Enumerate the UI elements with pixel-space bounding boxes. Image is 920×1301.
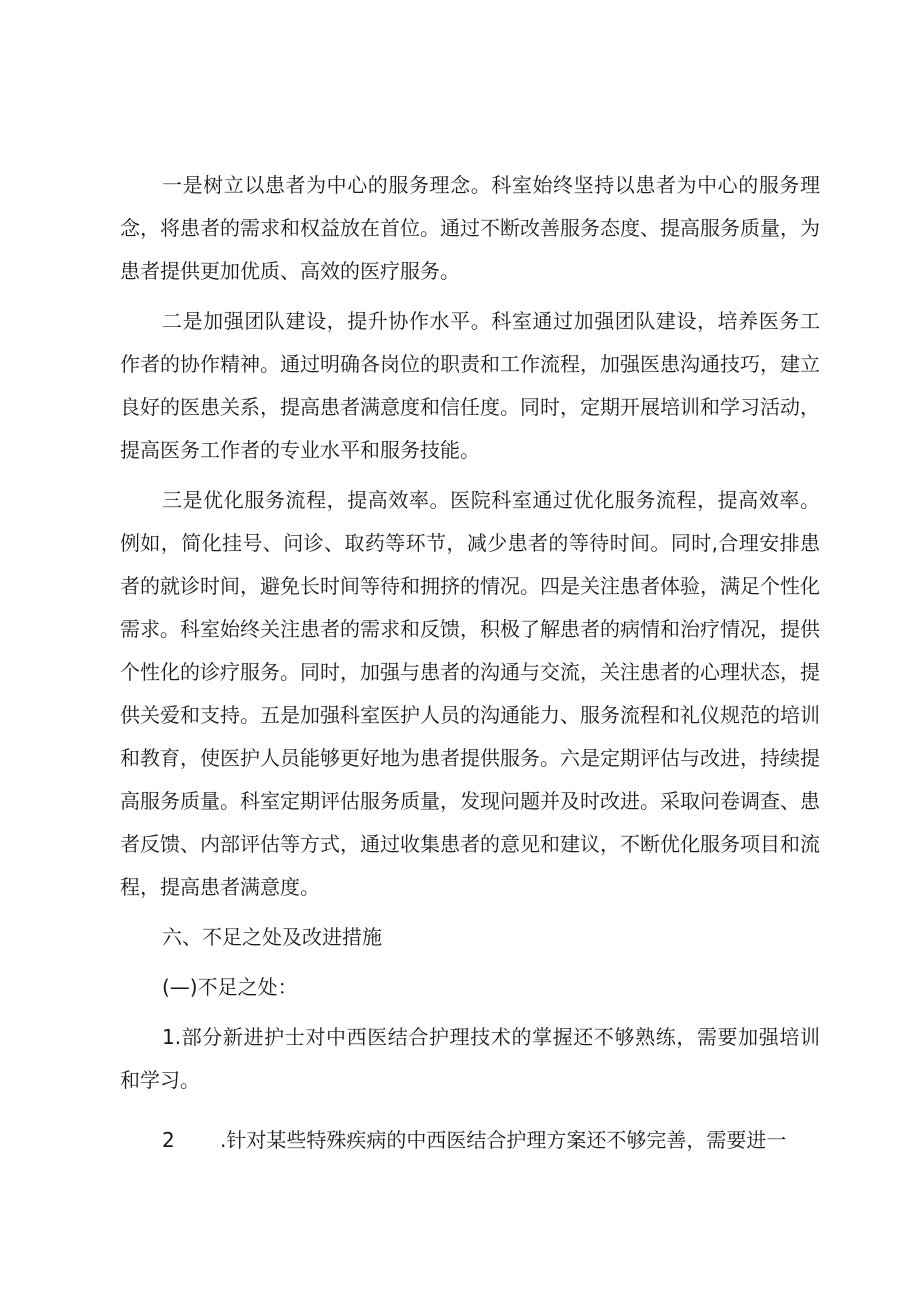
document-page xyxy=(120,164,820,1169)
list-item xyxy=(120,1016,820,1102)
paragraph-team-building: 二是加强团队建设，提升协作水平。科室通过加强团队建设，培养医务工作者的协作精神。通过明确各岗位的职责和工作流程，加强医患沟通技巧，建立良好的医患关系，提高患者满意度和信任度。同时，定期开展培训和学习活动，提高医务工作者的专业水平和服务技能。 xyxy=(120,309,820,462)
paragraph-service-process: 三是优化服务流程，提高效率。医院科室通过优化服务流程，提高效率。例如，简化挂号、问诊、取药等环节，减少患者的等待时间。同时,合理安排患者的就诊时间，避免长时间等待和拥挤的情况。四是关注患者体验，满足个性化需求。科室始终关注患者的需求和反馈，积极了解患者的病情和治疗情况，提供个性化的诊疗服务。同时，加强与患者的沟通与交流，关注患者的心理状态，提供关爱和支持。五是加强科室医护人员的沟通能力、服务流程和礼仪规范的培训和教育，使医护人员能够更好地为患者提供服务。六是定期评估与改进，持续提高服务质量。科室定期评估服务质量，发现问题并及时改进。采取问卷调查、患者反馈、内部评估等方式，通过收集患者的意见和建议，不断优化服务项目和流程，提高患者满意度。 xyxy=(120,488,820,899)
item-number: 2 xyxy=(162,1128,175,1152)
paragraph-patient-centered: 一是树立以患者为中心的服务理念。科室始终坚持以患者为中心的服务理念，将患者的需求和权益放在首位。通过不断改善服务态度、提高服务质量，为患者提供更加优质、高效的医疗服务。 xyxy=(120,173,820,283)
item-text: .部分新进护士对中西医结合护理技术的掌握还不够熟练，需要加强培训和学习。 xyxy=(120,1025,820,1092)
subsection-heading: (—)不足之处： xyxy=(162,975,298,999)
item-number: 1 xyxy=(162,1025,175,1049)
section-heading: 六、不足之处及改进措施 xyxy=(162,925,382,949)
item-text: .针对某些特殊疾病的中西医结合护理方案还不够完善，需要进一 xyxy=(220,1128,787,1152)
list-item xyxy=(120,1119,820,1162)
